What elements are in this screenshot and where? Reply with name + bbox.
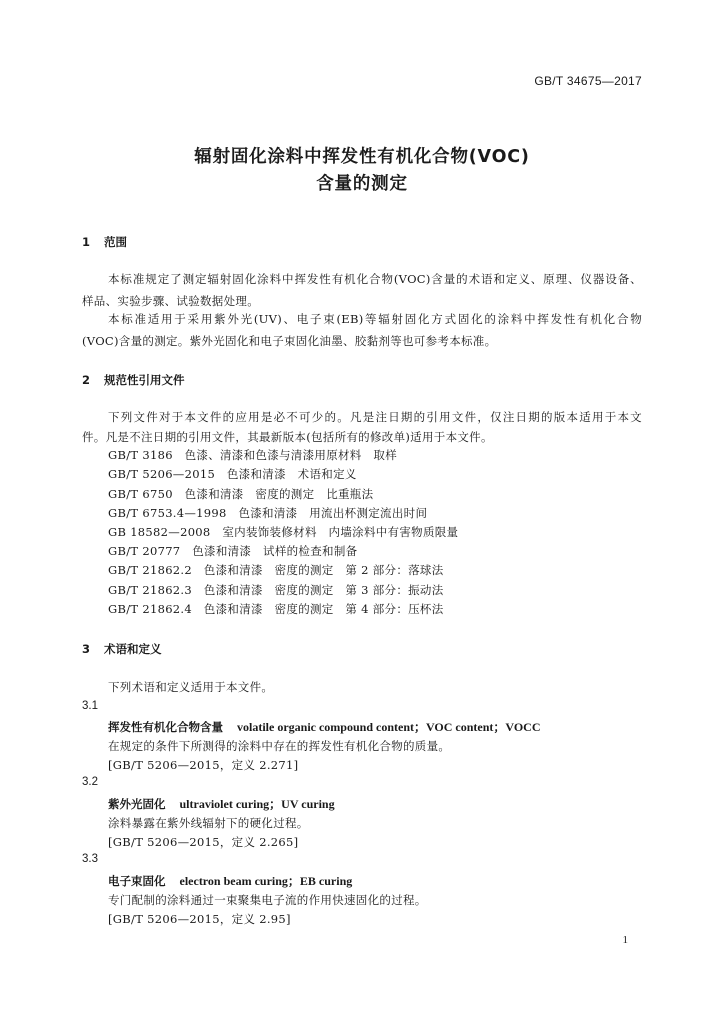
term-definition: 在规定的条件下所测得的涂料中存在的挥发性有机化合物的质量。 — [108, 739, 451, 753]
reference-item: GB/T 5206—2015 色漆和清漆 术语和定义 — [108, 467, 357, 481]
section-1-heading — [82, 234, 127, 250]
clause-number: 3.3 — [82, 853, 98, 865]
term-definition: 专门配制的涂料通过一束聚集电子流的作用快速固化的过程。 — [108, 893, 427, 907]
clause-number: 3.2 — [82, 776, 98, 788]
clause-number: 3.1 — [82, 700, 98, 712]
paragraph-line: (VOC)含量的测定。紫外光固化和电子束固化油墨、胶黏剂等也可参考本标准。 — [82, 334, 497, 348]
paragraph-line: 样品、实验步骤、试验数据处理。 — [82, 294, 259, 308]
term-chinese: 电子束固化 — [108, 874, 166, 888]
paragraph-line: 下列术语和定义适用于本文件。 — [108, 680, 274, 694]
reference-item: GB/T 20777 色漆和清漆 试样的检查和制备 — [108, 544, 358, 558]
term-entry — [108, 795, 335, 812]
section-title: 术语和定义 — [104, 642, 162, 656]
section-title: 规范性引用文件 — [104, 373, 185, 387]
reference-item: GB/T 6750 色漆和清漆 密度的测定 比重瓶法 — [108, 487, 374, 501]
section-number: 3 — [82, 642, 91, 656]
paragraph-line: 件。凡是不注日期的引用文件，其最新版本(包括所有的修改单)适用于本文件。 — [82, 430, 493, 444]
reference-item: GB 18582—2008 室内装饰装修材料 内墙涂料中有害物质限量 — [108, 525, 459, 539]
paragraph-line: 本标准规定了测定辐射固化涂料中挥发性有机化合物(VOC)含量的术语和定义、原理、仪器设备、 — [108, 272, 642, 286]
reference-item: GB/T 21862.2 色漆和清漆 密度的测定 第 2 部分：落球法 — [108, 563, 444, 577]
term-english: ultraviolet curing；UV curing — [179, 797, 335, 811]
reference-item: GB/T 3186 色漆、清漆和色漆与清漆用原材料 取样 — [108, 448, 398, 462]
term-english: volatile organic compound content；VOC content；VOCC — [237, 720, 541, 734]
section-title: 范围 — [104, 235, 127, 249]
reference-item: GB/T 21862.4 色漆和清漆 密度的测定 第 4 部分：压杯法 — [108, 602, 444, 616]
section-number: 1 — [82, 235, 91, 249]
standard-number: GB/T 34675—2017 — [534, 74, 642, 88]
section-number: 2 — [82, 373, 91, 387]
term-entry — [108, 872, 352, 889]
reference-item: GB/T 6753.4—1998 色漆和清漆 用流出杯测定流出时间 — [108, 506, 428, 520]
section-2-heading — [82, 372, 185, 388]
paragraph-line: 本标准适用于采用紫外光(UV)、电子束(EB)等辐射固化方式固化的涂料中挥发性有机化合物 — [108, 312, 642, 326]
paragraph-line: 下列文件对于本文件的应用是必不可少的。凡是注日期的引用文件，仅注日期的版本适用于本文 — [108, 410, 642, 424]
reference-item: GB/T 21862.3 色漆和清漆 密度的测定 第 3 部分：振动法 — [108, 583, 444, 597]
term-source: [GB/T 5206—2015，定义 2.271] — [108, 758, 299, 772]
section-3-heading — [82, 641, 162, 657]
term-english: electron beam curing；EB curing — [179, 874, 353, 888]
page-number: 1 — [622, 934, 628, 946]
term-chinese: 挥发性有机化合物含量 — [108, 720, 223, 734]
term-definition: 涂料暴露在紫外线辐射下的硬化过程。 — [108, 816, 309, 830]
document-title-line-1: 辐射固化涂料中挥发性有机化合物(VOC) — [194, 147, 530, 167]
term-entry — [108, 718, 541, 735]
term-source: [GB/T 5206—2015，定义 2.95] — [108, 912, 291, 926]
term-chinese: 紫外光固化 — [108, 797, 166, 811]
document-title-line-2: 含量的测定 — [316, 174, 408, 194]
term-source: [GB/T 5206—2015，定义 2.265] — [108, 835, 299, 849]
